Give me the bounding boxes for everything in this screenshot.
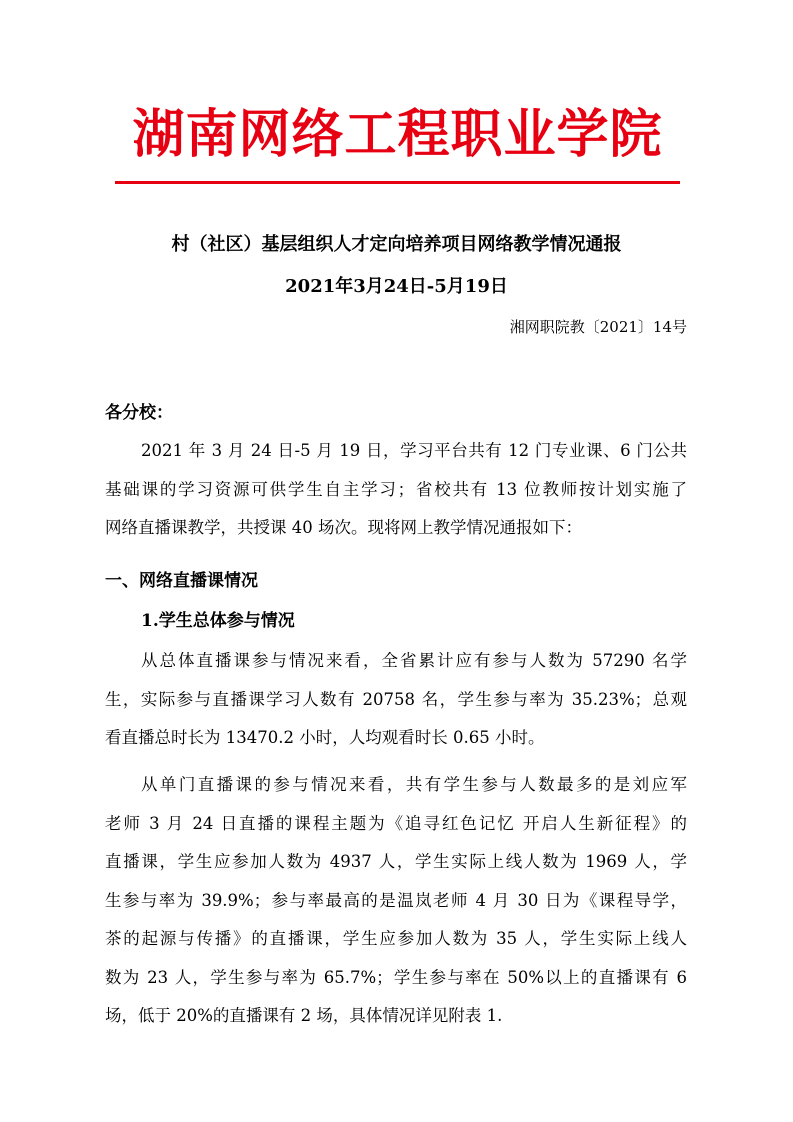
salutation: 各分校： [105,403,173,423]
paragraph-line: 茶的起源与传播》的直播课，学生应参加人数为 35 人，学生实际上线人 [105,929,687,948]
paragraph-line: 生，实际参与直播课学习人数有 20758 名，学生参与率为 35.23%；总观 [105,689,687,709]
document-date-range: 2021年3月24日-5月19日 [285,276,508,297]
document-number: 湘网职院教〔2021〕14号 [509,318,687,336]
paragraph-line: 基础课的学习资源可供学生自主学习；省校共有 13 位教师按计划实施了 [105,479,687,499]
paragraph-line: 看直播总时长为 13470.2 小时，人均观看时长 0.65 小时。 [105,728,545,747]
paragraph-line: 网络直播课教学，共授课 40 场次。现将网上教学情况通报如下： [105,518,582,537]
paragraph-line: 数为 23 人，学生参与率为 65.7%；学生参与率在 50%以上的直播课有 6 [105,967,687,987]
paragraph-line: 生参与率为 39.9%；参与率最高的是温岚老师 4 月 30 日为《课程导学， [105,890,687,910]
paragraph-line: 2021 年 3 月 24 日-5 月 19 日，学习平台共有 12 门专业课、6 门公共 [141,441,687,460]
section-heading: 一、网络直播课情况 [105,571,258,591]
masthead-divider [115,181,680,184]
paragraph-line: 直播课，学生应参加人数为 4937 人，学生实际上线人数为 1969 人，学 [105,852,687,871]
subsection-heading: 1.学生总体参与情况 [141,611,295,631]
intro-paragraph [105,432,687,548]
document-title: 村（社区）基层组织人才定向培养项目网络教学情况通报 [171,234,622,255]
overall-participation-paragraph [105,642,687,758]
paragraph-line: 从总体直播课参与情况来看，全省累计应有参与人数为 57290 名学 [141,651,687,670]
paragraph-line: 场，低于 20%的直播课有 2 场，具体情况详见附表 1. [105,1006,503,1025]
single-course-participation-paragraph [105,766,687,1036]
paragraph-line: 老师 3 月 24 日直播的课程主题为《追寻红色记忆 开启人生新征程》的 [105,813,687,833]
institution-masthead: 湖南网络工程职业学院 [132,104,663,165]
paragraph-line: 从单门直播课的参与情况来看，共有学生参与人数最多的是刘应军 [141,775,687,794]
